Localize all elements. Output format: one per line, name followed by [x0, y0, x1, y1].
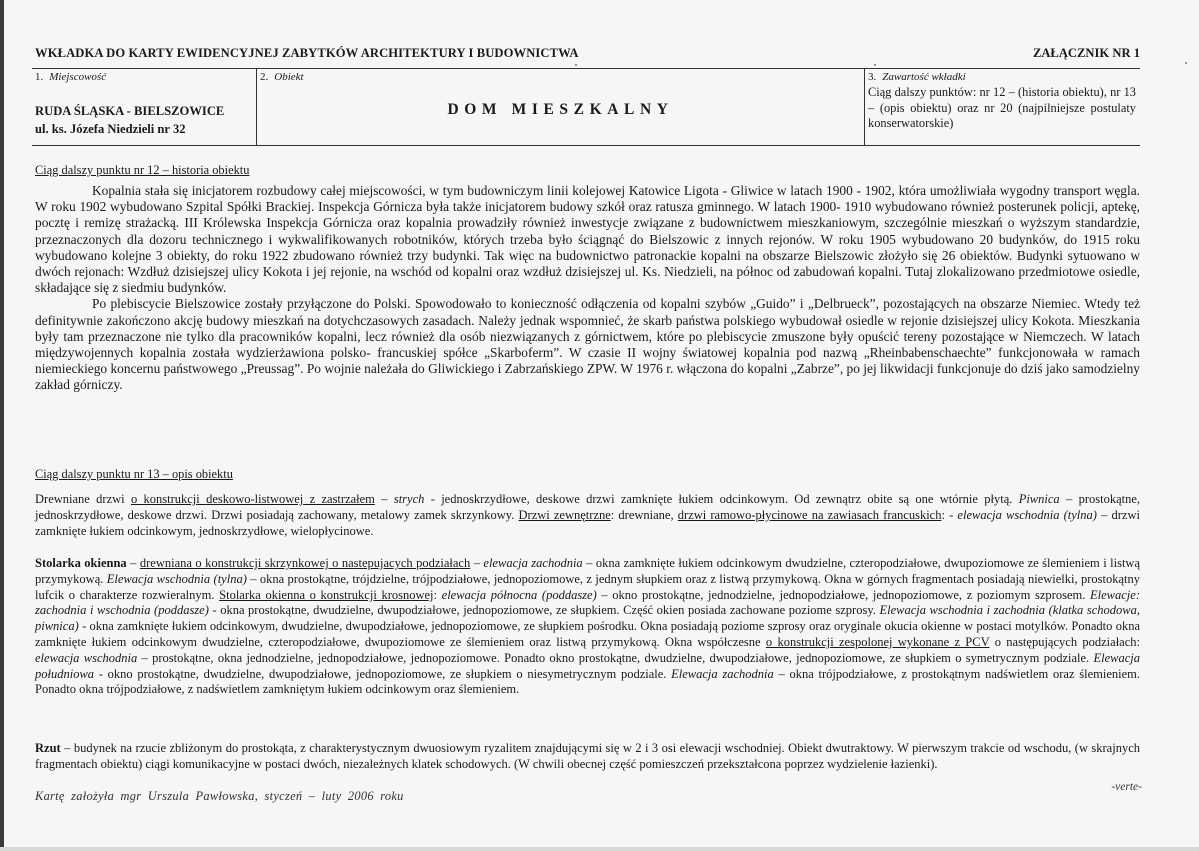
- text: –: [470, 556, 484, 570]
- scan-speck: [1185, 62, 1187, 64]
- document-title: WKŁADKA DO KARTY EWIDENCYJNEJ ZABYTKÓW ARCHITEKTURY I BUDOWNICTWA: [35, 46, 579, 60]
- italic-term: Elewacja wschodnia i zachodnia (klatka schodowa, piwnica): [35, 603, 1140, 634]
- text: : drewniane,: [610, 507, 678, 522]
- locality-cell: [32, 69, 257, 145]
- text: – budynek na rzucie zbliżonym do prostokąta, z charakterystycznym dwuosiowym ryzalitem znajdującymi się w 2 i 3 osi elewacji wschodniej. Obiekt dwutraktowy. W pierwszym trakcie od wschodu, (w skrajnych fragmentach obiektu) ciągi komunikacyjne w postaci dwóch, niezależnych klatek schodowych. (W chwili obecnej część pomieszczeń przekształcona poprzez wydzielenie łazienki).: [35, 741, 1140, 771]
- italic-term: Elewacja zachodnia: [671, 666, 774, 681]
- underlined-term: Drzwi zewnętrzne: [518, 507, 611, 522]
- text: –: [374, 492, 394, 506]
- contents-cell: [865, 69, 1140, 145]
- bold-term: Stolarka okienna: [35, 556, 127, 570]
- object-label-text: Obiekt: [274, 71, 304, 83]
- locality-number: 1.: [35, 71, 44, 83]
- italic-term: Elewacja wschodnia (tylna): [106, 571, 247, 586]
- italic-term: elewacja zachodnia: [483, 556, 583, 570]
- text: – okno prostokątne, jednodzielne, jednopodziałowe, jednopoziomowe, z poziomym szprosem.: [596, 587, 1091, 602]
- underlined-term: Stolarka okienna o konstrukcji krosnowej: [219, 587, 434, 602]
- italic-term: elewacja północna (poddasze): [441, 587, 597, 602]
- text: – prostokątne, jednoskrzydłowe, deskowe drzwi. Drzwi posiadają zachowany, metalowy zamek skrzynkowy.: [35, 492, 1141, 522]
- italic-term: Elewacje: zachodnia i wschodnia (poddasze): [35, 587, 1140, 618]
- locality-label-text: Miejscowość: [49, 71, 107, 83]
- scan-speck: [874, 64, 876, 66]
- locality-city: RUDA ŚLĄSKA - BIELSZOWICE: [35, 104, 225, 118]
- history-paragraph-1: Kopalnia stała się inicjatorem rozbudowy całej miejscowości, w tym budowniczym linii kolejowej Katowice Ligota - Gliwice w latach 1900 - 1902, która umożliwiała wygodny transport węgla. W roku 1902 wybudowano Szpital Spółki Brackiej. Inspekcja Górnicza była także inicjatorem budowy szkół oraz ratusza gminnego. W latach 1900- 1910 wybudowano również posterunek policji, aptekę, pocztę i remizę strażacką. III Królewska Inspekcja Górnicza oraz kopalnia prowadziły również inwestycje związane z budownictwem mieszkaniowym, szczególnie mieszkań o wyższym standardzie, przeznaczonych dla dozoru technicznego i wykwalifikowanych robotników, których trzeba było ściągnąć do Bielszowic z innych rejonów. W roku 1905 wybudowano 20 budynków, do 1915 roku wybudowano kolejne 3 obiekty, do roku 1922 zbudowano również trzy budynki. Tak więc na budownictwo patronackie kopalni na obszarze Bielszowic złożyło się 26 obiektów. Budynki sytuowano w dwóch rejonach: Wzdłuż dzisiejszej ulicy Kokota i jej rejonie, na wschód od kopalni oraz wzdłuż dzisiejszej ul. Ks. Niedzieli, na północ od zabudowań kopalni. Tutaj zlokalizowano przedmiotowe osiedle, składające się z siedmiu budynków.: [35, 183, 1140, 296]
- object-cell: [257, 69, 865, 145]
- contents-label: [868, 71, 966, 83]
- locality-label: [35, 71, 106, 83]
- history-paragraph-2: Po plebiscycie Bielszowice zostały przyłączone do Polski. Spowodowało to konieczność odłączenia od kopalni szybów „Guido” i „Delbrueck”, pozostających na obszarze Niemiec. Wtedy też definitywnie zakończono akcję budowy mieszkań na dotychczasowych zasadach. Należy jednak wspomnieć, że skarb państwa polskiego wybudował osiedle w rejonie dzisiejszej ulicy Kokota. Mieszkania były tam przeznaczone nie tylko dla pracowników kopalni, lecz również dla osób niezwiązanych z górnictwem, które po plebiscycie zmuszone były opuścić tereny pozostające w Niemczech. W latach międzywojennych kopalnia została wydzierżawiona polsko- francuskiej spółce „Skarboferm”. W czasie II wojny światowej kopalnia pod nazwą „Rheinbabenschaechte” funkcjonowała w ramach niemieckiego koncernu państwowego „Preussag”. Po wojnie należała do Gliwickiego i Zabrzańskiego ZPW. W 1976 r. włączona do kopalni „Zabrze”, po jej likwidacji funkcjonuje do dziś jako samodzielny zakład górniczy.: [35, 296, 1140, 393]
- text: - okno prostokątne, dwudzielne, dwupodziałowe, jednopoziomowe, ze słupkiem o niesymetrycznym podziale.: [94, 666, 672, 681]
- text: –: [126, 556, 140, 570]
- doors-paragraph: [35, 492, 1140, 539]
- text: - jednoskrzydłowe, deskowe drzwi zamknięte łukiem odcinkowym. Od zewnątrz obite są one wtórnie płytą.: [424, 492, 1019, 506]
- text: Drewniane drzwi: [35, 492, 131, 506]
- text: o następujących podziałach:: [989, 634, 1140, 649]
- italic-term: strych: [393, 492, 425, 506]
- bold-term: Rzut: [35, 741, 61, 755]
- text: - okna zamknięte łukiem odcinkowym, dwudzielne, dwupodziałowe, jednopoziomowe, ze słupkiem pośrodku. Okna posiadają poziome szprosy oraz oryginale okucia okienne w postaci motylków. Ponadto okna zamknięte łukiem odcinkowym dwudzielne, czteropodziałowe, dwupoziomowe ze ślemieniem oraz listwą przymykową. Okna współczesne: [35, 619, 1140, 649]
- italic-term: Piwnica: [1018, 492, 1060, 506]
- text: – okna zamknięte łukiem odcinkowym dwudzielne, czteropodziałowe, dwupoziomowe ze ślemieniem i listwą przymykową.: [35, 556, 1141, 586]
- text: : -: [941, 507, 958, 522]
- text: – okna prostokątne, trójdzielne, trójpodziałowe, jednopoziomowe, z jednym słupkiem oraz z listwą przymykową. Okna w górnych fragmentach posiadają niewielki, prostokątny lufcik o charakterze rozwieralnym.: [35, 571, 1140, 602]
- contents-text: Ciąg dalszy punktów: nr 12 – (historia obiektu), nr 13 – (opis obiektu) oraz nr 20 (najpilniejsze postulaty konserwatorskie): [868, 85, 1136, 130]
- section-12-body: [35, 183, 1140, 394]
- verte-note: -verte-: [1111, 781, 1142, 793]
- object-name: DOM MIESZKALNY: [447, 101, 674, 118]
- annex-label: ZAŁĄCZNIK NR 1: [1032, 46, 1140, 60]
- author-signature: Kartę założyła mgr Urszula Pawłowska, styczeń – luty 2006 roku: [35, 789, 404, 803]
- object-number: 2.: [260, 71, 269, 83]
- scan-speck: [575, 64, 577, 66]
- contents-label-text: Zawartość wkładki: [882, 71, 966, 83]
- underlined-term: o konstrukcji zespolonej wykonane z PCV: [765, 634, 990, 649]
- text: – prostokątne, okna jednodzielne, jednopodziałowe, jednopoziomowe. Ponadto okno prostokątne, dwudzielne, dwupodziałowe, jednopoziomowe, ze słupkiem o symetrycznym podziale.: [137, 650, 1094, 665]
- object-label: [260, 71, 304, 83]
- form-header-table: [32, 68, 1140, 146]
- underlined-term: drzwi ramowo-płycinowe na zawiasach francuskich: [677, 507, 942, 522]
- locality-street: ul. ks. Józefa Niedzieli nr 32: [35, 122, 186, 136]
- text: - okna prostokątne, dwudzielne, dwupodziałowe, jednopoziomowe, ze słupkiem. Część okien posiada zachowane poziome szprosy.: [208, 603, 880, 618]
- italic-term: elewacja wschodnia: [35, 650, 138, 665]
- scan-edge-left: [0, 0, 4, 851]
- italic-term: elewacja wschodnia (tylna): [957, 507, 1097, 522]
- scan-edge-bottom: [0, 847, 1199, 851]
- plan-paragraph: [35, 741, 1140, 773]
- text: – okna trójpodziałowe, z prostokątnym nadświetlem oraz ślemieniem. Ponadto okna trójpodziałowe, z nadświetlem zamkniętym łukiem odcinkowym oraz ślemieniem.: [35, 666, 1140, 697]
- text: :: [433, 587, 442, 602]
- underlined-term: o konstrukcji deskowo-listwowej z zastrzałem: [130, 492, 375, 506]
- windows-paragraph: [35, 556, 1140, 698]
- section-12-heading: Ciąg dalszy punktu nr 12 – historia obiektu: [35, 163, 250, 177]
- text: – drzwi zamknięte łukiem odcinkowym, jednoskrzydłowe, wielopłycinowe.: [35, 507, 1140, 538]
- contents-number: 3.: [868, 71, 877, 83]
- section-13-heading: Ciąg dalszy punktu nr 13 – opis obiektu: [35, 467, 233, 481]
- document-header: [35, 46, 1140, 62]
- underlined-term: drewniana o konstrukcji skrzynkowej o nastepujacych podziałach: [139, 556, 471, 570]
- italic-term: Elewacja południowa: [35, 650, 1140, 681]
